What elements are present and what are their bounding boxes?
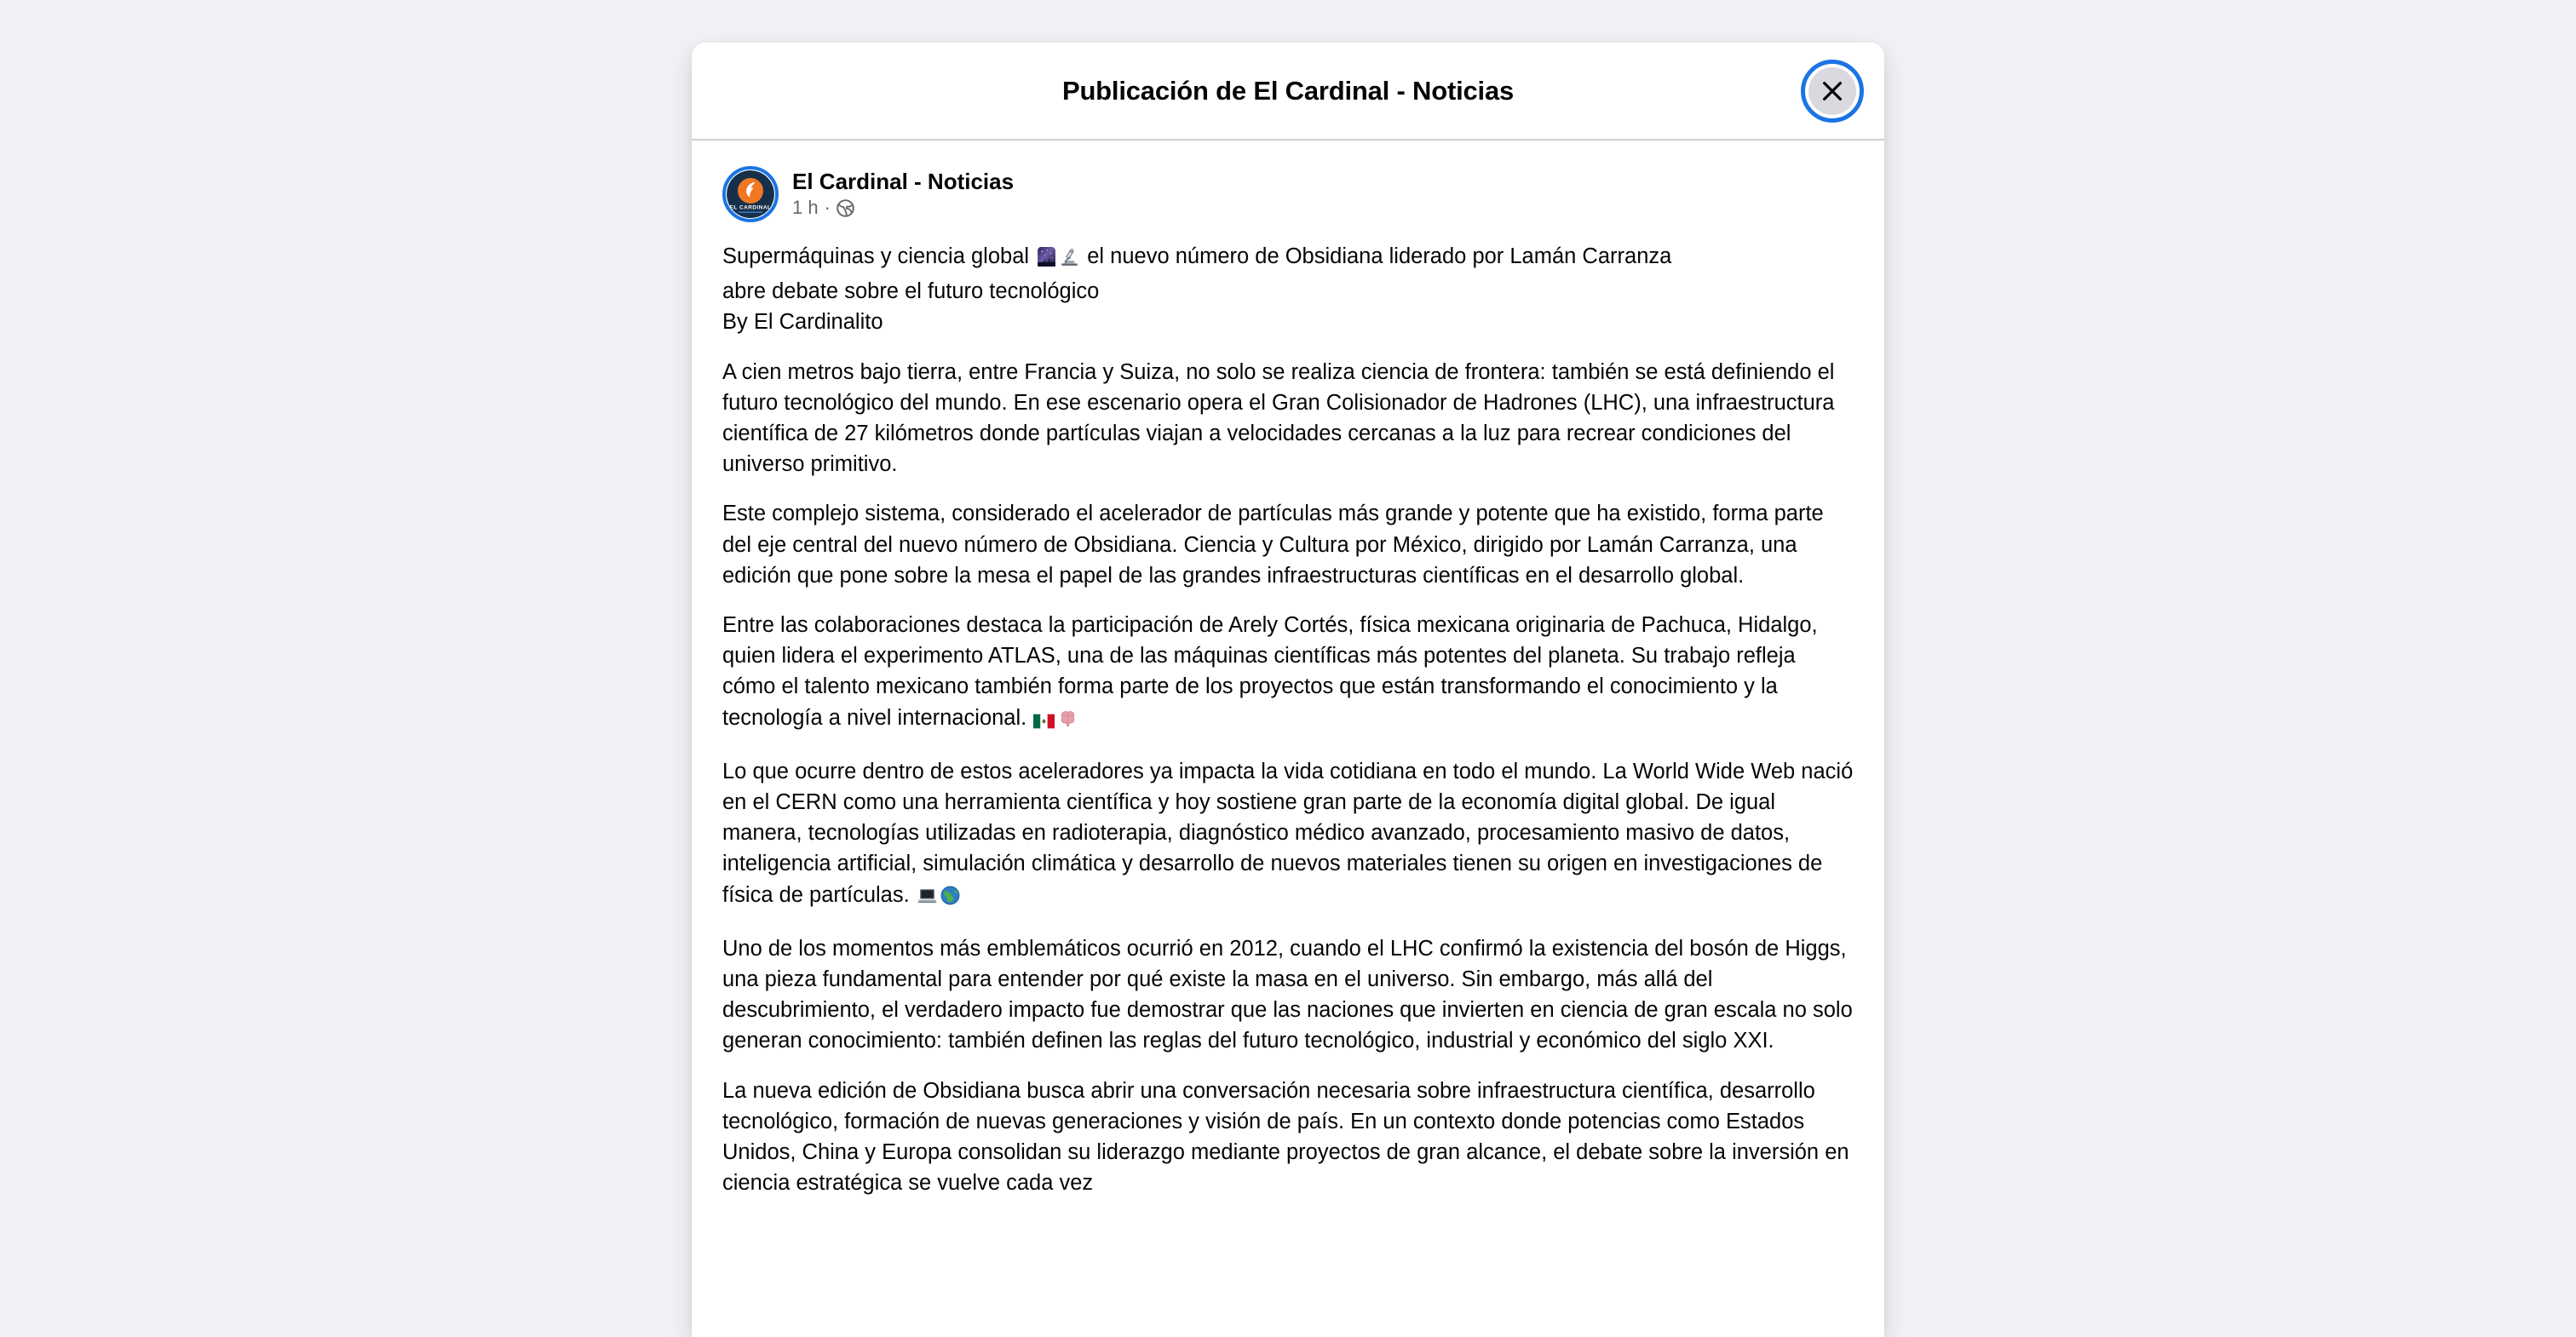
headline-part-1: Supermáquinas y ciencia global [722,244,1036,268]
meta-separator: · [824,197,831,219]
laptop-emoji [917,884,938,915]
post-paragraph [722,610,1854,737]
post-paragraph [722,933,1854,1057]
close-icon [1820,78,1845,104]
post-paragraph [722,498,1854,591]
page-title: Publicación de El Cardinal - Noticias [1061,75,1515,106]
paragraph-text: La nueva edición de Obsidiana busca abrir una conversación necesaria sobre infraestructura científica, desarrollo tecnológico, formación de nuevas generaciones y visión de país. En un contexto donde potencias como Estados Unidos, China y Europa consolidan su liderazgo mediante proyectos de gran alcance, el debate sobre la inversión en ciencia estratégica se vuelve cada vez [722,1078,1849,1196]
post-paragraph [722,357,1854,480]
milky-way-emoji [1036,245,1057,276]
post-headline [722,241,1854,338]
svg-text:EL CARDINAL: EL CARDINAL [729,204,772,211]
globe-earth-emoji [940,884,961,915]
post-paragraph [722,1076,1854,1199]
brain-emoji [1056,707,1078,737]
modal-header [692,43,1884,141]
mexico-flag-emoji [1033,707,1055,737]
author-meta [792,169,1014,220]
author-name[interactable]: El Cardinal - Noticias [792,169,1015,195]
paragraph-text: Uno de los momentos más emblemáticos ocurrió en 2012, cuando el LHC confirmó la existencia del bosón de Higgs, una pieza fundamental para entender por qué existe la masa en el universo. Sin embargo, más allá del descubrimiento, el verdadero impacto fue demostrar que las naciones que invierten en ciencia de gran escala no solo generan conocimiento: también definen las reglas del futuro tecnológico, industrial y económico del siglo XXI. [722,936,1853,1053]
avatar-focus-ring[interactable] [722,166,779,222]
close-button-focus-ring[interactable] [1801,60,1864,123]
paragraph-text: Entre las colaboraciones destaca la participación de Arely Cortés, física mexicana originaria de Pachuca, Hidalgo, quien lidera el experimento ATLAS, una de las máquinas científicas más potentes del planeta. Su trabajo refleja cómo el talento mexicano también forma parte de los proyectos que están transformando el conocimiento y la tecnología a nivel internacional. [722,613,1818,730]
post-timestamp[interactable]: 1 h [792,197,819,219]
post-meta-row [792,197,1014,219]
microscope-emoji [1059,245,1080,276]
headline-part-2: el nuevo número de Obsidiana liderado por Lamán Carranza [1081,244,1672,268]
post-paragraph [722,756,1854,915]
headline-byline: By El Cardinalito [722,310,883,335]
post-body-text [722,241,1854,1198]
close-button[interactable] [1808,67,1856,115]
paragraph-text: Este complejo sistema, considerado el acelerador de partículas más grande y potente que ha existido, forma parte del eje central del nuevo número de Obsidiana. Ciencia y Cultura por México, dirigido por Lamán Carranza, una edición que pone sobre la mesa el papel de las grandes infraestructuras científicas en el desarrollo global. [722,502,1824,588]
avatar[interactable] [727,170,774,218]
post-author-row [722,166,1854,222]
post-modal [692,43,1884,1337]
globe-public-icon[interactable] [837,199,854,217]
post-content [692,141,1884,1232]
headline-line-2: abre debate sobre el futuro tecnológico [722,279,1100,304]
post-scroll-container[interactable] [692,141,1884,1337]
paragraph-text: A cien metros bajo tierra, entre Francia y Suiza, no solo se realiza ciencia de frontera: también se está definiendo el futuro tecnológico del mundo. En ese escenario opera el Gran Colisionador de Hadrones (LHC), una infraestructura científica de 27 kilómetros donde partículas viajan a velocidades cercanas a la luz para recrear condiciones del universo primitivo. [722,359,1835,477]
paragraph-text: Lo que ocurre dentro de estos aceleradores ya impacta la vida cotidiana en todo el mundo. La World Wide Web nació en el CERN como una herramienta científica y hoy sostiene gran parte de la economía digital global. De igual manera, tecnologías utilizadas en radioterapia, diagnóstico médico avanzado, procesamiento masivo de datos, inteligencia artificial, simulación climática y desarrollo de nuevos materiales tienen su origen en investigaciones de física de partículas. [722,759,1854,907]
